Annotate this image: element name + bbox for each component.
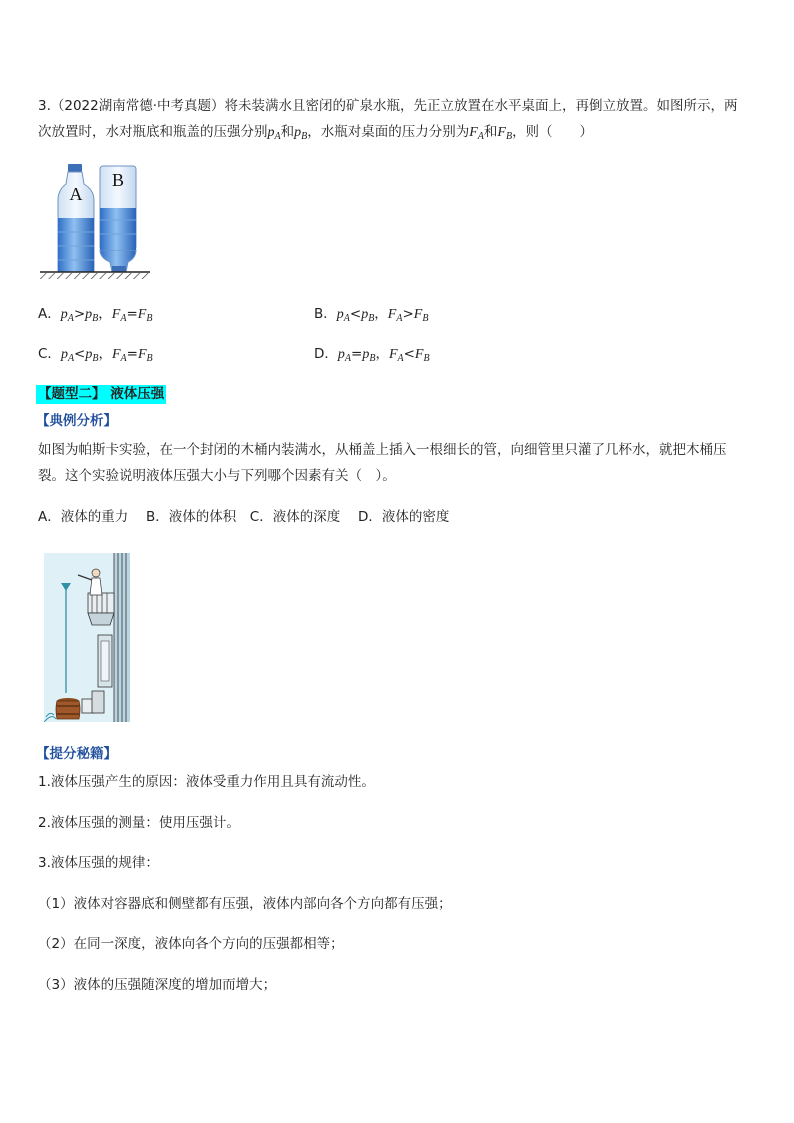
option-b[interactable]: B．$p_A<p_B$，$F_A>F_B$ (314, 306, 429, 324)
question-3-text-c: ，则（ ） (512, 124, 594, 140)
question-3-text-b: ，水瓶对桌面的压力分别为 (307, 124, 470, 140)
question-3-line-2 (38, 122, 593, 147)
option-b-prefix: B． (314, 306, 337, 322)
ground-hatch (40, 273, 150, 279)
and-2: 和 (483, 124, 498, 140)
example-heading: 【典例分析】 (36, 413, 117, 429)
option-c[interactable]: C．$p_A<p_B$，$F_A=F_B$ (38, 346, 153, 364)
tip-1: 1.液体压强产生的原因：液体受重力作用且具有流动性。 (38, 774, 375, 790)
question-3-text-a: 次放置时，水对瓶底和瓶盖的压强分别 (38, 124, 268, 140)
option-a-prefix: A． (38, 306, 61, 322)
var-fb: $F_B$ (497, 125, 513, 142)
var-pa: $p_A$ (267, 125, 281, 142)
option-a[interactable]: A．$p_A>p_B$，$F_A=F_B$ (38, 306, 153, 324)
bottle-a-label: A (69, 184, 83, 204)
tips-heading: 【提分秘籍】 (36, 746, 117, 762)
pascal-barrel-figure (44, 553, 130, 722)
option-d-prefix: D． (314, 346, 338, 362)
bottle-figure (38, 162, 158, 280)
tip-3: 3.液体压强的规律： (38, 855, 159, 871)
bottle-a (58, 164, 94, 272)
and-1: 和 (280, 124, 295, 140)
var-fa: $F_A$ (469, 125, 484, 142)
var-pb: $p_B$ (294, 125, 308, 142)
section-tag: 【题型二】 液体压强 (38, 386, 165, 402)
tip-4: （1）液体对容器底和侧壁都有压强，液体内部向各个方向都有压强； (38, 896, 452, 912)
bottle-b-label: B (111, 170, 125, 190)
tip-5: （2）在同一深度，液体向各个方向的压强都相等； (38, 936, 344, 952)
example-line-1: 如图为帕斯卡实验，在一个封闭的木桶内装满水，从桶盖上插入一根细长的管，向细管里只灌了几杯水，就把木桶压 (38, 442, 727, 458)
tip-2: 2.液体压强的测量：使用压强计。 (38, 815, 240, 831)
option-c-prefix: C． (38, 346, 61, 362)
question-3-line-1: 3.（2022湖南常德·中考真题）将未装满水且密闭的矿泉水瓶，先正立放置在水平桌面上，再倒立放置。如图所示，两 (38, 98, 738, 114)
example-options: A．液体的重力 B．液体的体积 C．液体的深度 D．液体的密度 (38, 509, 450, 525)
option-d[interactable]: D．$p_A=p_B$，$F_A<F_B$ (314, 346, 430, 364)
example-line-2: 裂。这个实验说明液体压强大小与下列哪个因素有关（ ）。 (38, 468, 396, 484)
tip-6: （3）液体的压强随深度的增加而增大； (38, 977, 277, 993)
